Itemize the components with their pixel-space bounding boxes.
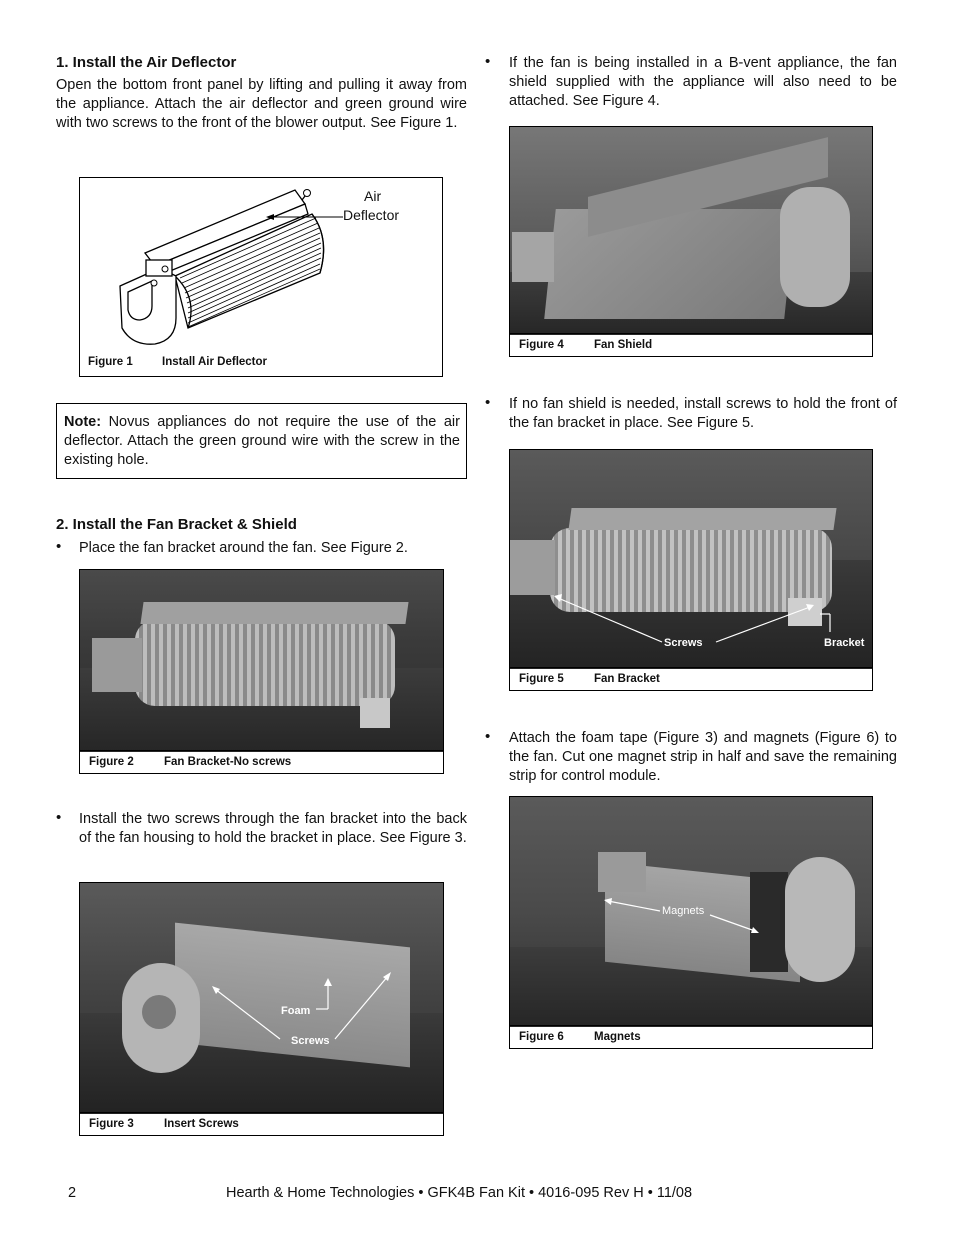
figure-2-photo — [80, 570, 443, 752]
figure-2 — [79, 569, 444, 774]
figure-1-label-line2: Deflector — [343, 207, 400, 223]
figure-5-label-screws: Screws — [664, 637, 703, 649]
figure-2-title: Fan Bracket-No screws — [164, 756, 292, 768]
figure-5-callouts — [510, 450, 872, 669]
note-text: Novus appliances do not require the use of the air deflector. Attach the green ground wire with the screw in the existing hole. — [64, 414, 460, 468]
figure-4 — [509, 126, 873, 357]
bullet-marker: • — [485, 394, 491, 411]
figure-4-photo — [510, 127, 872, 335]
figure-1-number: Figure 1 — [88, 356, 133, 368]
figure-4-title: Fan Shield — [594, 339, 653, 351]
right-bullet-1: If the fan is being installed in a B-vent appliance, the fan shield supplied with the appliance will also need to be attached. See Figure 4. — [509, 55, 897, 109]
figure-1 — [79, 177, 443, 377]
figure-3-caption — [80, 1112, 443, 1135]
bullet-marker: • — [485, 53, 491, 70]
figure-6-callouts — [510, 797, 872, 1027]
right-bullet-2: If no fan shield is needed, install screws to hold the front of the fan bracket in place. See Figure 5. — [509, 396, 897, 431]
section-2-bullet-2: Install the two screws through the fan bracket into the back of the fan housing to hold the bracket in place. See Figure 3. — [79, 811, 467, 846]
figure-5-number: Figure 5 — [519, 673, 564, 685]
figure-3-label-screws: Screws — [291, 1035, 330, 1047]
figure-6-label-magnets: Magnets — [662, 905, 705, 917]
footer-text: Hearth & Home Technologies • GFK4B Fan Kit • 4016-095 Rev H • 11/08 — [226, 1185, 693, 1201]
figure-3-label-foam: Foam — [281, 1005, 311, 1017]
figure-5-label-bracket: Bracket — [824, 637, 865, 649]
figure-4-caption — [510, 333, 872, 356]
figure-3-callouts — [80, 883, 443, 1114]
right-bullet-3: Attach the foam tape (Figure 3) and magnets (Figure 6) to the fan. Cut one magnet strip in half and save the remaining strip for control module. — [509, 730, 897, 784]
figure-2-number: Figure 2 — [89, 756, 134, 768]
figure-3 — [79, 882, 444, 1136]
air-deflector-diagram — [80, 178, 442, 354]
figure-3-number: Figure 3 — [89, 1118, 134, 1130]
figure-6-caption — [510, 1025, 872, 1048]
page-number: 2 — [68, 1185, 77, 1201]
figure-1-title: Install Air Deflector — [162, 356, 268, 368]
figure-5 — [509, 449, 873, 691]
figure-2-caption — [80, 750, 443, 773]
section-1-heading: 1. Install the Air Deflector — [56, 54, 237, 71]
figure-6 — [509, 796, 873, 1049]
section-2-heading: 2. Install the Fan Bracket & Shield — [56, 516, 297, 533]
figure-5-title: Fan Bracket — [594, 673, 660, 685]
figure-3-title: Insert Screws — [164, 1118, 239, 1130]
bullet-marker: • — [56, 538, 62, 555]
bullet-marker: • — [56, 809, 62, 826]
figure-4-number: Figure 4 — [519, 339, 564, 351]
figure-1-label-line1: Air — [364, 188, 382, 204]
note-label: Note: — [64, 414, 102, 430]
section-1-body: Open the bottom front panel by lifting and pulling it away from the appliance. Attach the air deflector and green ground wire with two screws to the front of the blower output. See Figure 1. — [56, 77, 467, 131]
figure-5-caption — [510, 667, 872, 690]
figure-6-number: Figure 6 — [519, 1031, 564, 1043]
bullet-marker: • — [485, 728, 491, 745]
section-2-bullet-1: Place the fan bracket around the fan. See Figure 2. — [79, 540, 408, 556]
figure-6-title: Magnets — [594, 1031, 641, 1043]
note-box — [56, 403, 467, 479]
